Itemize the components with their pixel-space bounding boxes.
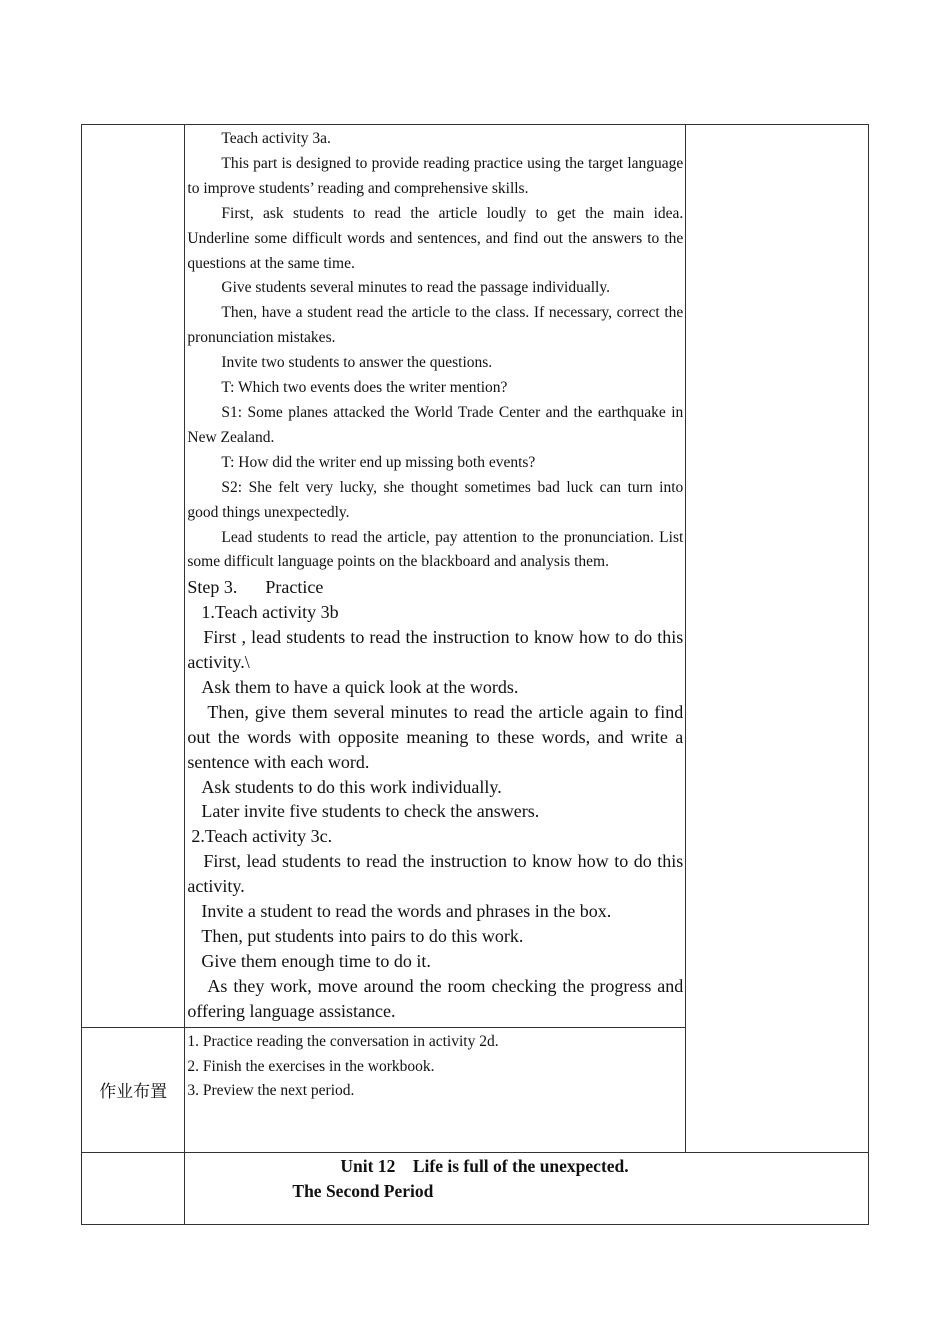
homework-item: 3. Preview the next period. [187, 1082, 355, 1100]
activity3c-paragraph: Invite a student to read the words and phrases in the box. [201, 901, 612, 922]
lesson-plan-table [81, 124, 869, 1225]
activity3a-paragraph: Lead students to read the article, pay attention to the pronunciation. List some difficult language points on the blackboard and analysis them. [187, 528, 684, 571]
homework-item: 2. Finish the exercises in the workbook. [187, 1057, 435, 1075]
activity3a-heading: Teach activity 3a. [221, 130, 331, 147]
unit-title-cell [185, 1152, 869, 1224]
activity3b-heading: 1.Teach activity 3b [201, 602, 339, 623]
activity3b-paragraph: Then, give them several minutes to read the article again to find out the words with opposite meaning to these words, and write a sentence with each word. [187, 701, 684, 772]
activity3a-paragraph: This part is designed to provide reading practice using the target language to improve students’ reading and comprehensive skills. [187, 154, 684, 197]
activity3c-paragraph: As they work, move around the room checking the progress and offering language assistance. [187, 975, 684, 1021]
procedure-content-cell [185, 125, 686, 1028]
homework-item: 1. Practice reading the conversation in activity 2d. [187, 1032, 499, 1050]
activity3b-paragraph: Later invite five students to check the answers. [201, 801, 540, 822]
activity3c-paragraph: Give them enough time to do it. [201, 950, 431, 971]
homework-label: 作业布置 [82, 1027, 185, 1152]
activity3b-paragraph: Ask students to do this work individually. [201, 776, 502, 797]
unit-label-cell [82, 1152, 185, 1224]
activity3a-paragraph: Give students several minutes to read the passage individually. [221, 279, 610, 297]
step3-heading [187, 575, 683, 600]
dialogue-teacher: T: How did the writer end up missing both events? [221, 453, 536, 471]
dialogue-student: S1: Some planes attacked the World Trade Center and the earthquake in New Zealand. [187, 403, 684, 446]
activity3b-paragraph: Ask them to have a quick look at the words. [201, 676, 519, 697]
dialogue-student: S2: She felt very lucky, she thought sometimes bad luck can turn into good things unexpectedly. [187, 478, 684, 521]
activity3c-heading: 2.Teach activity 3c. [191, 826, 333, 847]
step3-title: Practice [265, 577, 324, 598]
activity3a-paragraph: Then, have a student read the article to the class. If necessary, correct the pronunciation mistakes. [187, 304, 684, 347]
period-title: The Second Period [292, 1180, 434, 1201]
activity3a-paragraph: Invite two students to answer the questions. [221, 354, 493, 372]
unit-title: Unit 12 Life is full of the unexpected. [340, 1155, 629, 1176]
activity3c-paragraph: Then, put students into pairs to do this work. [201, 926, 524, 946]
activity3c-paragraph: First, lead students to read the instruction to know how to do this activity. [187, 851, 684, 897]
notes-cell [686, 125, 869, 1153]
dialogue-teacher: T: Which two events does the writer mention? [221, 379, 508, 397]
step3-label: Step 3. [187, 577, 238, 598]
homework-content-cell [185, 1027, 686, 1152]
unit-header-row [82, 1152, 869, 1224]
activity3a-paragraph: First, ask students to read the article loudly to get the main idea. Underline some difficult words and sentences, and find out the answers to the questions at the same time. [187, 204, 684, 272]
procedure-row [82, 125, 869, 1028]
procedure-label-cell [82, 125, 185, 1028]
activity3b-paragraph: First , lead students to read the instruction to know how to do this activity.\ [187, 627, 684, 673]
